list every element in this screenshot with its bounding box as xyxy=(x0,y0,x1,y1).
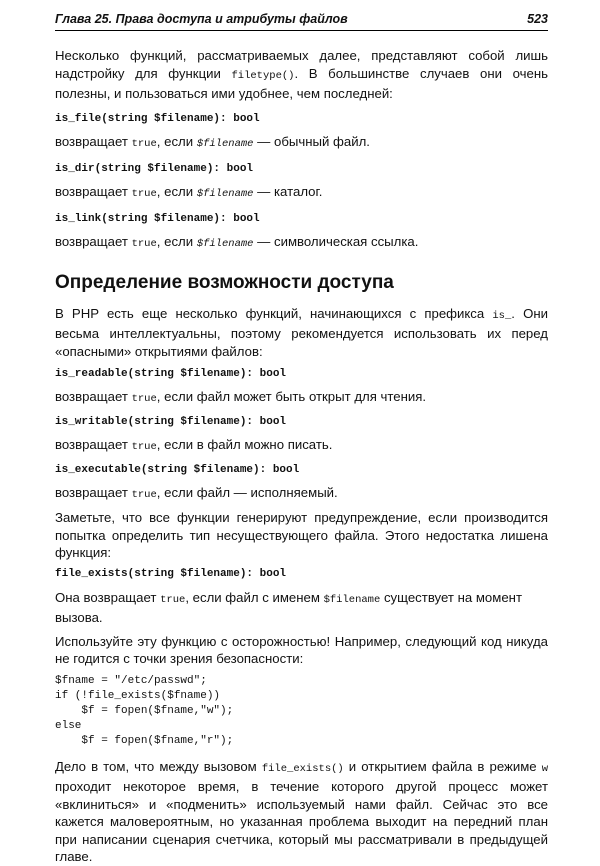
function-description: возвращает true, если $filename — символическая ссылка. xyxy=(55,233,419,250)
function-signature: is_readable(string $filename): bool xyxy=(55,368,287,380)
section-intro-paragraph: В PHP есть еще несколько функций, начинающихся с префикса is_. Они весьма интеллектуальны, поэтому рекомендуется использовать их перед «опасными» открытиями файлов: xyxy=(55,305,548,359)
section-heading: Определение возможности доступа xyxy=(55,271,394,293)
conclusion-paragraph: Дело в том, что между вызовом file_exists() и открытием файла в режиме w проходит некоторое время, в течение которого другой процесс может «вклиниться» и «подменить» используемый нами файл. Сейчас это все кажется маловероятным, но указанная проблема выходит на передний план при написании сценария счетчика, который мы рассматривали в предыдущей главе. xyxy=(55,758,548,865)
function-description: возвращает true, если файл — исполняемый. xyxy=(55,485,338,501)
page-number: 523 xyxy=(527,12,548,26)
chapter-title: Глава 25. Права доступа и атрибуты файлов xyxy=(55,12,348,26)
function-signature: file_exists(string $filename): bool xyxy=(55,567,287,580)
function-signature: is_writable(string $filename): bool xyxy=(55,416,287,428)
code-listing: $fname = "/etc/passwd"; if (!file_exists($fname)) $f = fopen($fname,"w"); else $f = fopen($fname,"r"); xyxy=(55,674,234,748)
function-signature: is_file(string $filename): bool xyxy=(55,112,260,125)
page-content xyxy=(55,47,548,866)
intro-paragraph: Несколько функций, рассматриваемых далее, представляют собой лишь надстройку для функции filetype(). В большинстве случаев они очень полезны, и пользоваться ими удобнее, чем последней: xyxy=(55,48,548,101)
function-signature: is_link(string $filename): bool xyxy=(55,212,260,225)
function-description: возвращает true, если $filename — каталог. xyxy=(55,183,323,200)
function-description: возвращает true, если в файл можно писать. xyxy=(55,437,333,453)
caution-paragraph: Используйте эту функцию с осторожностью! Например, следующий код никуда не годится с точки зрения безопасности: xyxy=(55,633,548,666)
function-description: Она возвращает true, если файл с именем $filename существует на момент вызова. xyxy=(55,589,522,625)
running-header xyxy=(55,8,548,31)
function-description: возвращает true, если $filename — обычный файл. xyxy=(55,133,370,150)
warning-paragraph: Заметьте, что все функции генерируют предупреждение, если производится попытка определить тип несуществующего файла. Этого недостатка лишена функция: xyxy=(55,510,548,560)
function-description: возвращает true, если файл может быть открыт для чтения. xyxy=(55,389,427,405)
function-signature: is_executable(string $filename): bool xyxy=(55,464,300,476)
function-signature: is_dir(string $filename): bool xyxy=(55,162,254,175)
